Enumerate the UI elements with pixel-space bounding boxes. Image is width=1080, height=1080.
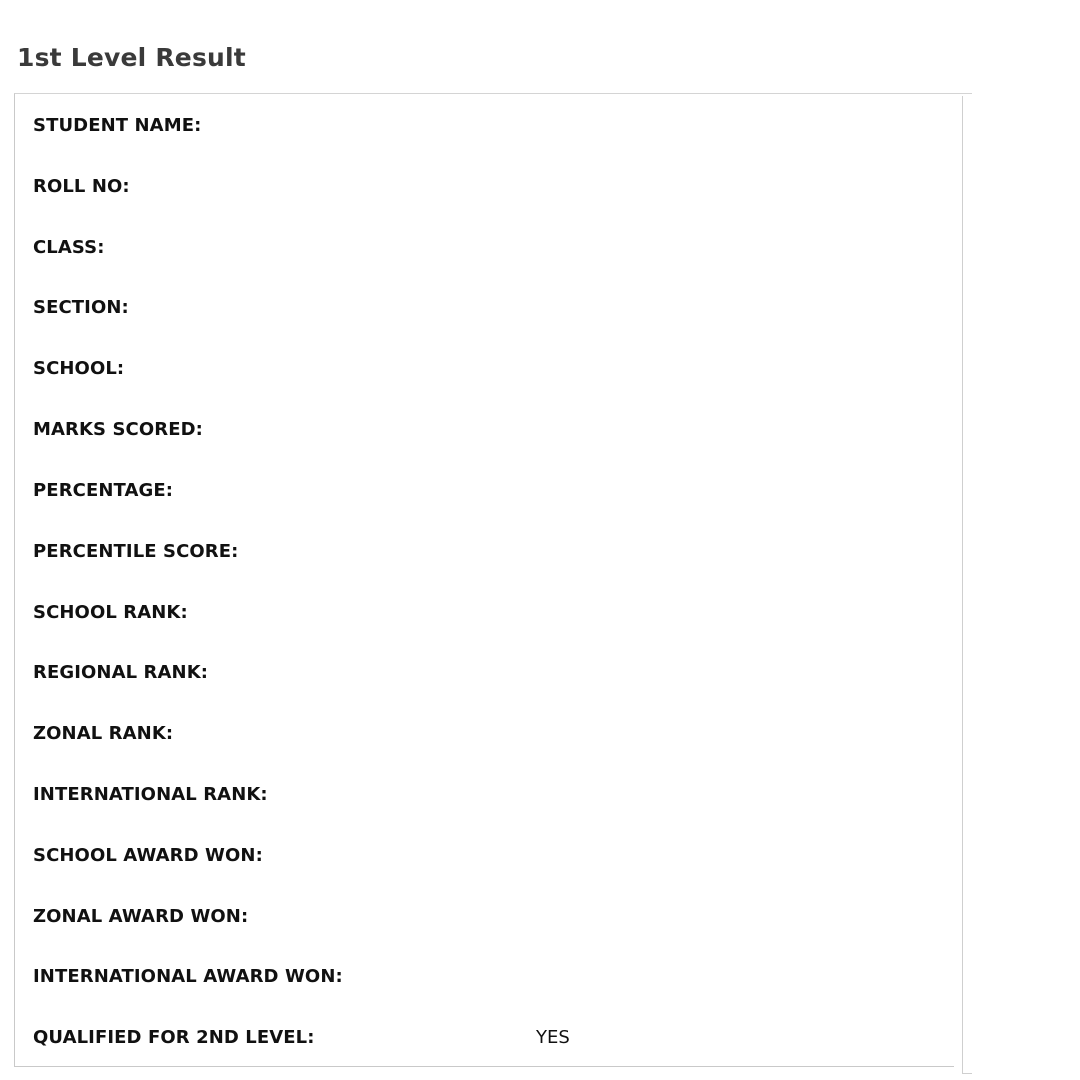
international-rank-label: INTERNATIONAL RANK: — [33, 783, 268, 805]
page-title: 1st Level Result — [17, 43, 246, 72]
zonal-award-won-label: ZONAL AWARD WON: — [33, 905, 249, 927]
row-percentile-score — [33, 536, 933, 566]
panel-top-rule — [954, 93, 972, 94]
result-panel — [14, 93, 954, 1067]
scroll-edge — [962, 96, 963, 1074]
section-label: SECTION: — [33, 296, 129, 318]
school-award-won-label: SCHOOL AWARD WON: — [33, 844, 263, 866]
marks-scored-label: MARKS SCORED: — [33, 418, 203, 440]
row-school — [33, 353, 933, 383]
qualified-2nd-level-label: QUALIFIED FOR 2ND LEVEL: — [33, 1026, 315, 1048]
student-name-label: STUDENT NAME: — [33, 114, 202, 136]
roll-no-label: ROLL NO: — [33, 175, 130, 197]
row-student-name — [33, 110, 933, 140]
row-school-rank — [33, 597, 933, 627]
row-section — [33, 292, 933, 322]
row-roll-no — [33, 171, 933, 201]
school-rank-label: SCHOOL RANK: — [33, 601, 188, 623]
percentile-score-label: PERCENTILE SCORE: — [33, 540, 239, 562]
row-percentage — [33, 475, 933, 505]
regional-rank-label: REGIONAL RANK: — [33, 661, 209, 683]
row-international-award-won — [33, 961, 933, 991]
row-qualified-2nd-level — [33, 1022, 933, 1052]
zonal-rank-label: ZONAL RANK: — [33, 722, 174, 744]
percentage-label: PERCENTAGE: — [33, 479, 174, 501]
scroll-edge-foot — [962, 1073, 972, 1074]
row-marks-scored — [33, 414, 933, 444]
row-regional-rank — [33, 657, 933, 687]
row-class — [33, 232, 933, 262]
qualified-2nd-level-value: YES — [536, 1026, 570, 1048]
international-award-won-label: INTERNATIONAL AWARD WON: — [33, 965, 343, 987]
row-zonal-award-won — [33, 901, 933, 931]
row-international-rank — [33, 779, 933, 809]
school-label: SCHOOL: — [33, 357, 125, 379]
row-school-award-won — [33, 840, 933, 870]
row-zonal-rank — [33, 718, 933, 748]
class-label: CLASS: — [33, 236, 105, 258]
